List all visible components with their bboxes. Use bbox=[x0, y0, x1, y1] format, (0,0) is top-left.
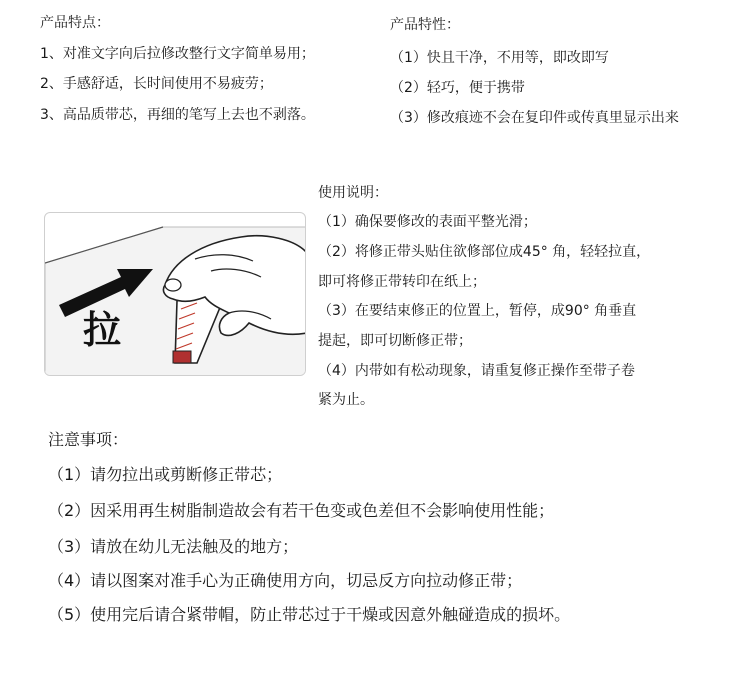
usage-line-4: （3）在要结束修正的位置上，暂停，成90° 角垂直 bbox=[318, 303, 637, 319]
usage-title: 使用说明： bbox=[318, 185, 388, 201]
usage-line-5: 提起，即可切断修正带； bbox=[318, 333, 472, 349]
notes-item-3: （3）请放在幼儿无法触及的地方； bbox=[48, 537, 299, 556]
notes-item-1: （1）请勿拉出或剪断修正带芯； bbox=[48, 465, 283, 484]
notes-item-2: （2）因采用再生树脂制造故会有若干色变或色差但不会影响使用性能； bbox=[48, 501, 555, 520]
features-item-2: 2、手感舒适，长时间使用不易疲劳； bbox=[40, 76, 273, 92]
properties-item-2: （2）轻巧，便于携带 bbox=[390, 80, 525, 96]
usage-line-3: 即可将修正带转印在纸上； bbox=[318, 274, 486, 290]
notes-item-4: （4）请以图案对准手心为正确使用方向，切忌反方向拉动修正带； bbox=[48, 571, 523, 590]
features-item-3: 3、高品质带芯，再细的笔写上去也不剥落。 bbox=[40, 107, 315, 123]
pull-label: 拉 bbox=[83, 308, 122, 352]
notes-title: 注意事项： bbox=[48, 430, 129, 449]
features-title: 产品特点： bbox=[40, 15, 110, 31]
properties-item-3: （3）修改痕迹不会在复印件或传真里显示出来 bbox=[390, 110, 679, 126]
usage-line-7: 紧为止。 bbox=[318, 392, 374, 408]
properties-title: 产品特性： bbox=[390, 17, 460, 33]
features-item-1: 1、对准文字向后拉修改整行文字简单易用； bbox=[40, 46, 315, 62]
usage-illustration bbox=[44, 212, 306, 376]
properties-item-1: （1）快且干净，不用等，即改即写 bbox=[390, 50, 609, 66]
notes-item-5: （5）使用完后请合紧带帽，防止带芯过于干燥或因意外触碰造成的损坏。 bbox=[48, 605, 571, 624]
usage-line-1: （1）确保要修改的表面平整光滑； bbox=[318, 214, 537, 230]
usage-line-2: （2）将修正带头贴住欲修部位成45° 角，轻轻拉直， bbox=[318, 244, 651, 260]
usage-line-6: （4）内带如有松动现象，请重复修正操作至带子卷 bbox=[318, 363, 635, 379]
